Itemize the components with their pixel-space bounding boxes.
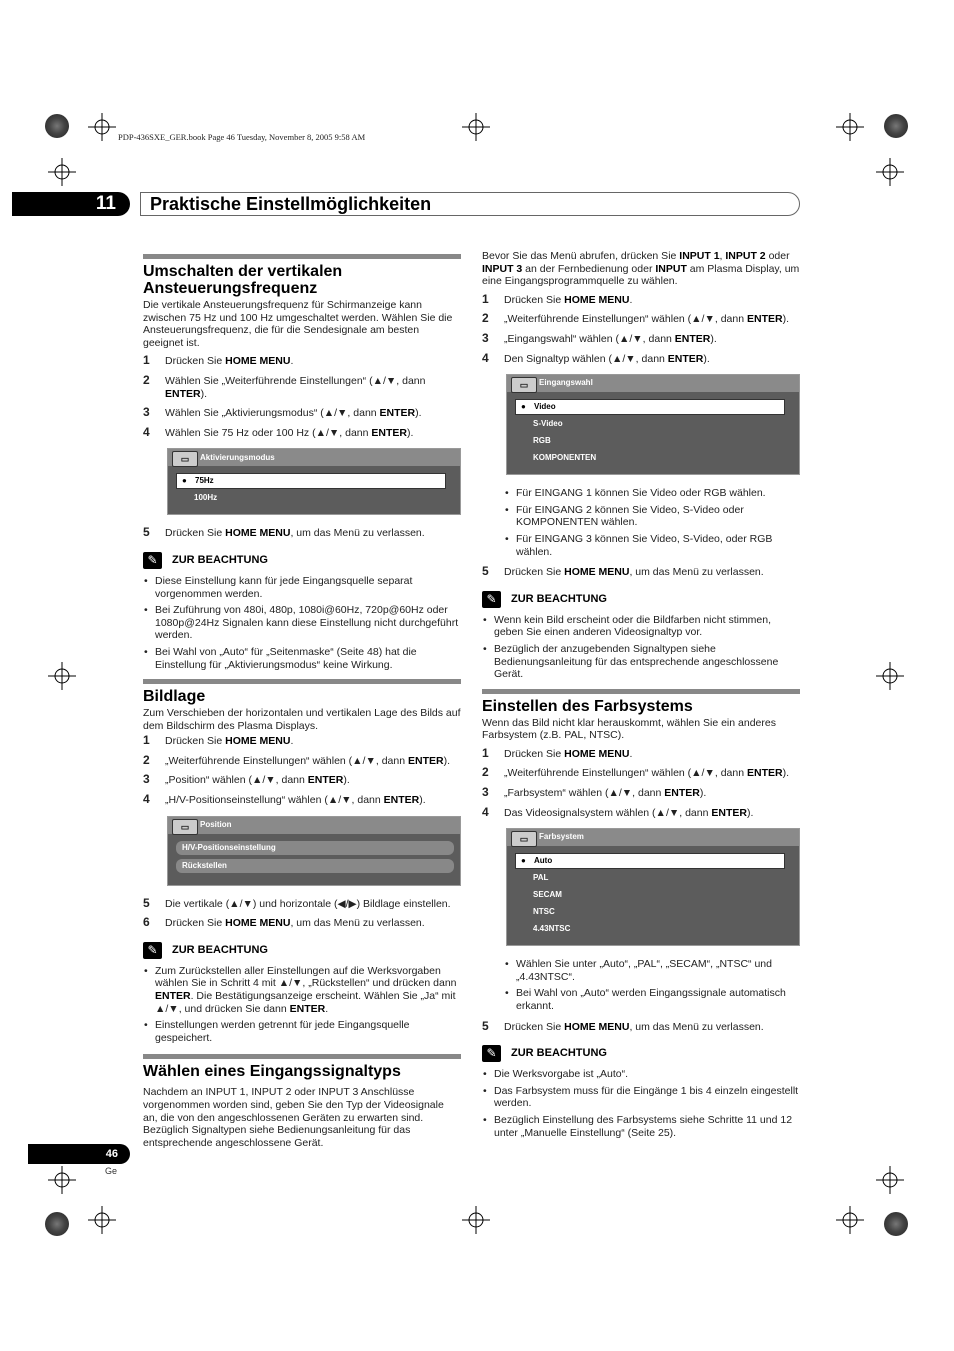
section-rule	[482, 689, 800, 694]
osd-menu	[167, 816, 461, 886]
section-intro: Wenn das Bild nicht klar herauskommt, wählen Sie ein anderes Farbsystem (z.B. PAL, NTSC).	[482, 716, 776, 742]
crosshair-mark	[876, 662, 904, 690]
step: 5 Drücken Sie HOME MENU, um das Menü zu verlassen.	[143, 525, 425, 540]
step: 4 Wählen Sie 75 Hz oder 100 Hz (▲/▼, dann ENTER).	[143, 424, 414, 439]
step: 3 Wählen Sie „Aktivierungsmodus“ (▲/▼, dann ENTER).	[143, 405, 422, 420]
osd-menu	[506, 374, 800, 475]
registration-disc	[45, 114, 69, 138]
osd-title: Position	[200, 819, 232, 829]
registration-disc	[45, 1212, 69, 1236]
list-item: • Für EINGANG 3 können Sie Video, S-Video, oder RGB wählen.	[504, 533, 800, 558]
note-item: • Bezüglich der anzugebenden Signaltypen siehe Bedienungsanleitung für das entsprechende angeschlossene Gerät.	[482, 643, 800, 681]
section-intro: Nachdem an INPUT 1, INPUT 2 oder INPUT 3 Anschlüsse vorgenommen worden sind, geben Sie den Typ der Videosignale an, die von den angeschlossenen Geräten zu erwarten sind. Bezüglich Signaltypen siehe Bedienungsanleitung für das entsprechende angeschlossene Gerät.	[143, 1086, 444, 1149]
step: 2 Wählen Sie „Weiterführende Einstellungen“ (▲/▼, dann ENTER).	[143, 372, 426, 400]
list-item: • Für EINGANG 1 können Sie Video oder RGB wählen.	[504, 487, 800, 500]
step: 2 „Weiterführende Einstellungen“ wählen (▲/▼, dann ENTER).	[143, 752, 450, 767]
pencil-icon: ✎	[482, 591, 501, 608]
osd-item: Rückstellen	[176, 859, 454, 873]
osd-title: Farbsystem	[539, 832, 584, 842]
crosshair-mark	[48, 158, 76, 186]
osd-item: NTSC	[533, 907, 555, 917]
print-info: PDP-436SXE_GER.book Page 46 Tuesday, November 8, 2005 9:58 AM	[118, 132, 366, 142]
crosshair-mark	[48, 662, 76, 690]
step: 6 Drücken Sie HOME MENU, um das Menü zu verlassen.	[143, 915, 425, 930]
osd-item: S-Video	[533, 419, 563, 429]
note-item: • Wenn kein Bild erscheint oder die Bildfarben nicht stimmen, geben Sie einen anderen Videosignaltyp vor.	[482, 614, 800, 639]
crosshair-mark	[876, 158, 904, 186]
tv-icon: ▭	[172, 819, 198, 835]
left-column	[143, 246, 461, 1155]
registration-disc	[884, 114, 908, 138]
page-number: 46	[28, 1144, 130, 1164]
osd-item-selected: ● 75Hz	[176, 473, 446, 489]
note-item: • Bezüglich Einstellung des Farbsystems siehe Schritte 11 und 12 unter „Manuelle Einstellung“ (Seite 25).	[482, 1114, 800, 1139]
crosshair-mark	[836, 113, 864, 141]
crosshair-mark	[48, 1166, 76, 1194]
osd-title: Aktivierungsmodus	[200, 452, 275, 462]
note-header: ✎ ZUR BEACHTUNG	[482, 1045, 800, 1062]
step: 4 „H/V-Positionseinstellung“ wählen (▲/▼, dann ENTER).	[143, 792, 426, 807]
section-intro: Die vertikale Ansteuerungsfrequenz für Schirmanzeige kann zwischen 75 Hz und 100 Hz umgeschaltet werden. Wählen Sie die Ansteuerungsfrequenz, die für die Sendesignale am besten geeignet ist.	[143, 299, 453, 349]
osd-menu	[167, 448, 461, 515]
tv-icon: ▭	[511, 377, 537, 393]
step: 1 Drücken Sie HOME MENU.	[482, 745, 633, 760]
section-title: Umschalten der vertikalen Ansteuerungsfrequenz	[143, 263, 343, 297]
note-item: • Bei Zuführung von 480i, 480p, 1080i@60Hz, 720p@60Hz oder 1080p@24Hz Signalen kann diese Einstellung nicht durchgeführt werden.	[143, 604, 461, 642]
osd-item: RGB	[533, 436, 551, 446]
note-item: • Die Werksvorgabe ist „Auto“.	[482, 1068, 800, 1081]
osd-item-selected: ● Auto	[515, 853, 785, 869]
osd-item: 100Hz	[194, 493, 218, 503]
note-item: • Diese Einstellung kann für jede Eingangsquelle separat vorgenommen werden.	[143, 575, 461, 600]
crosshair-mark	[462, 1206, 490, 1234]
step: 5 Drücken Sie HOME MENU, um das Menü zu verlassen.	[482, 564, 764, 579]
step: 3 „Position“ wählen (▲/▼, dann ENTER).	[143, 772, 350, 787]
osd-item: 4.43NTSC	[533, 924, 571, 934]
osd-item: KOMPONENTEN	[533, 453, 597, 463]
step: 3 „Eingangswahl“ wählen (▲/▼, dann ENTER).	[482, 330, 717, 345]
chapter-number: 11	[12, 192, 130, 216]
step: 1 Drücken Sie HOME MENU.	[143, 733, 294, 748]
crosshair-mark	[836, 1206, 864, 1234]
pencil-icon: ✎	[143, 552, 162, 569]
right-column	[482, 250, 800, 1143]
section-rule	[143, 1054, 461, 1059]
osd-item: SECAM	[533, 890, 562, 900]
step: 1 Drücken Sie HOME MENU.	[143, 353, 294, 368]
tv-icon: ▭	[511, 831, 537, 847]
step: 5 Die vertikale (▲/▼) und horizontale (◀/▶) Bildlage einstellen.	[143, 895, 451, 910]
section-rule	[143, 679, 461, 684]
step: 4 Den Signaltyp wählen (▲/▼, dann ENTER).	[482, 350, 710, 365]
section-title: Einstellen des Farbsystems	[482, 697, 693, 715]
chapter-title: Praktische Einstellmöglichkeiten	[150, 194, 432, 214]
note-header: ✎ ZUR BEACHTUNG	[143, 942, 461, 959]
note-item: • Bei Wahl von „Auto“ für „Seitenmaske“ (Seite 48) hat die Einstellung für „Aktivierungsmodus“ keine Wirkung.	[143, 646, 461, 671]
step: 3 „Farbsystem“ wählen (▲/▼, dann ENTER).	[482, 785, 707, 800]
crosshair-mark	[876, 1166, 904, 1194]
crosshair-mark	[88, 113, 116, 141]
list-item: • Für EINGANG 2 können Sie Video, S-Video oder KOMPONENTEN wählen.	[504, 504, 800, 529]
osd-menu	[506, 828, 800, 946]
section-title: Wählen eines Eingangssignaltyps	[143, 1063, 401, 1081]
osd-title: Eingangswahl	[539, 378, 593, 388]
section-intro: Bevor Sie das Menü abrufen, drücken Sie INPUT 1, INPUT 2 oder INPUT 3 an der Fernbedienung oder INPUT am Plasma Display, um eine Eingangsprogrammquelle zu wählen.	[482, 250, 800, 288]
section-intro: Zum Verschieben der horizontalen und vertikalen Lage des Bilds auf dem Bildschirm des Plasma Displays.	[143, 707, 461, 732]
step: 5 Drücken Sie HOME MENU, um das Menü zu verlassen.	[482, 1018, 764, 1033]
list-item: • Wählen Sie unter „Auto“, „PAL“, „SECAM“, „NTSC“ und „4.43NTSC“.	[504, 958, 800, 983]
note-header: ✎ ZUR BEACHTUNG	[482, 591, 800, 608]
pencil-icon: ✎	[482, 1045, 501, 1062]
list-item: • Bei Wahl von „Auto“ werden Eingangssignale automatisch erkannt.	[504, 987, 800, 1012]
osd-item: H/V-Positionseinstellung	[176, 841, 454, 855]
osd-item-selected: ● Video	[515, 399, 785, 415]
step: 2 „Weiterführende Einstellungen“ wählen (▲/▼, dann ENTER).	[482, 765, 789, 780]
note-item: • Zum Zurückstellen aller Einstellungen auf die Werksvorgaben wählen Sie in Schritt 4 mit ▲/▼, „Rückstellen“ und drücken dann ENTER. Die Bestätigungsanzeige erscheint. Wählen Sie „Ja“ mit ▲/▼, und drücken Sie dann ENTER.	[143, 965, 461, 1015]
step: 2 „Weiterführende Einstellungen“ wählen (▲/▼, dann ENTER).	[482, 311, 789, 326]
crosshair-mark	[462, 113, 490, 141]
note-item: • Das Farbsystem muss für die Eingänge 1 bis 4 einzeln eingestellt werden.	[482, 1085, 800, 1110]
crosshair-mark	[88, 1206, 116, 1234]
pencil-icon: ✎	[143, 942, 162, 959]
note-header: ✎ ZUR BEACHTUNG	[143, 552, 461, 569]
step: 1 Drücken Sie HOME MENU.	[482, 291, 633, 306]
tv-icon: ▭	[172, 451, 198, 467]
registration-disc	[884, 1212, 908, 1236]
osd-item: PAL	[533, 873, 549, 883]
section-rule	[143, 254, 461, 259]
section-title: Bildlage	[143, 688, 206, 706]
language-code: Ge	[105, 1166, 118, 1176]
note-item: • Einstellungen werden getrennt für jede Eingangsquelle gespeichert.	[143, 1019, 461, 1044]
step: 4 Das Videosignalsystem wählen (▲/▼, dann ENTER).	[482, 804, 754, 819]
